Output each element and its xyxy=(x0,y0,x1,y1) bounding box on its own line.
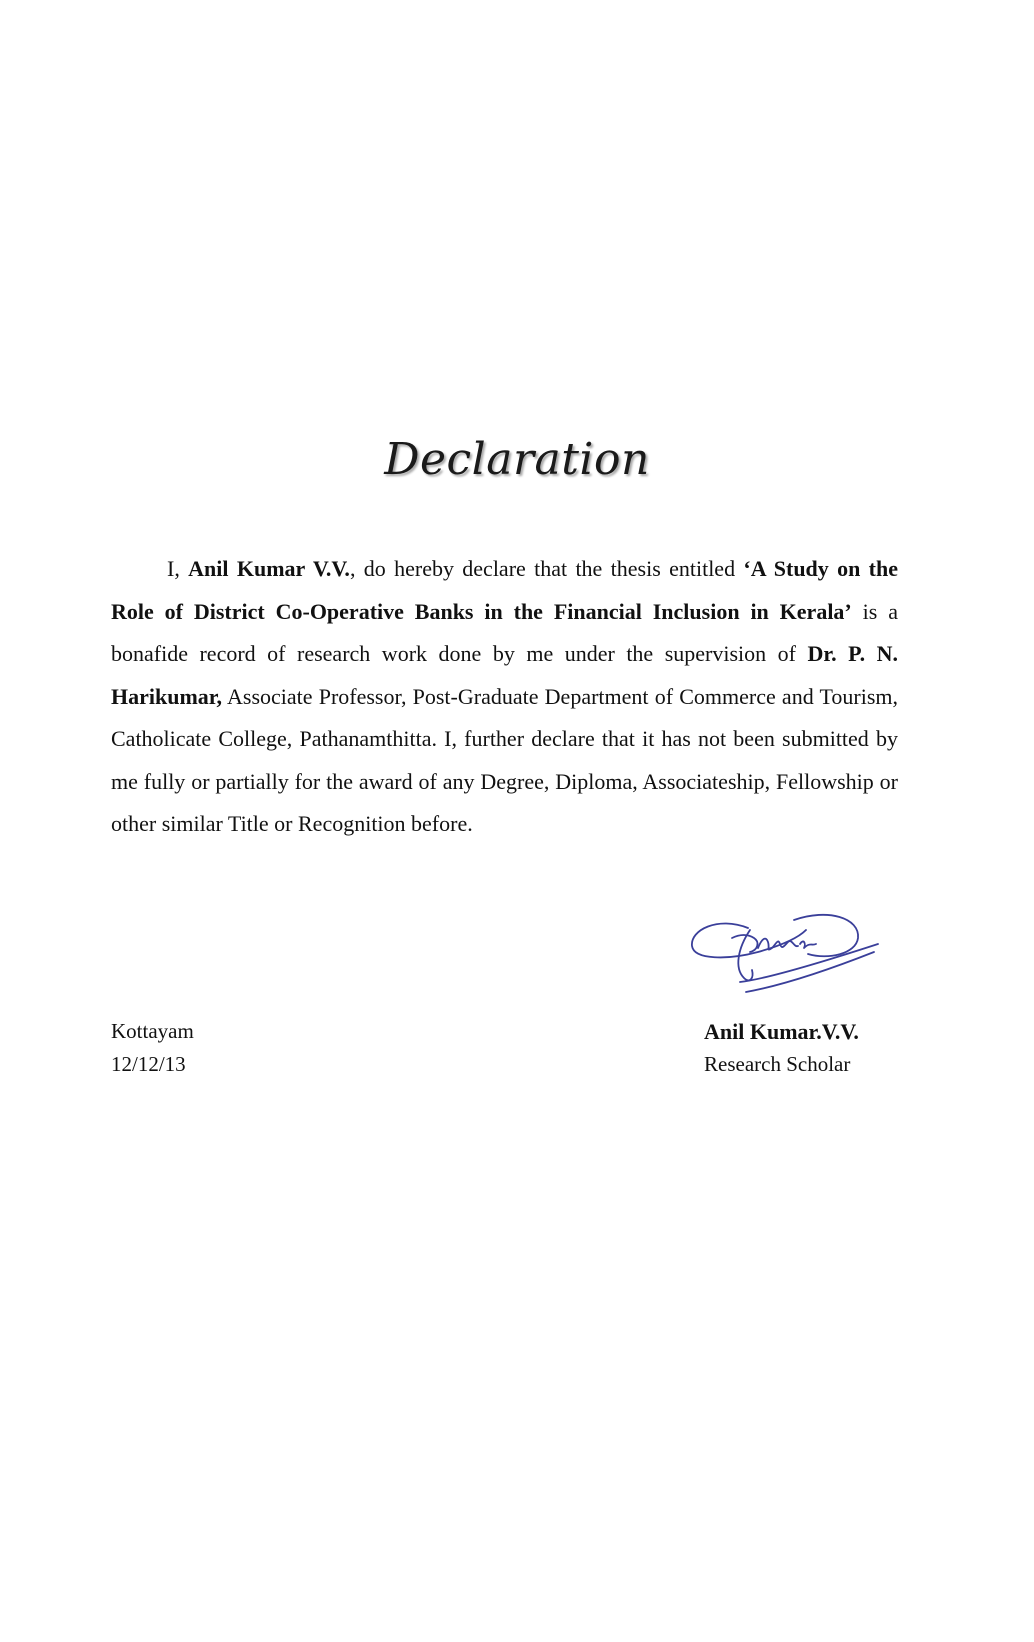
declaration-text-2: is a bonafide record of research work done by me under the supervision of xyxy=(111,598,898,666)
supervisor-name: Dr. P. N. Harikumar, xyxy=(111,641,898,709)
signer-role: Research Scholar xyxy=(704,1052,851,1076)
place-and-date xyxy=(111,1015,194,1081)
declaration-paragraph xyxy=(111,548,898,846)
candidate-name: Anil Kumar V.V. xyxy=(188,556,350,581)
signer-block xyxy=(704,1015,859,1081)
declaration-body xyxy=(111,548,898,846)
signer-name: Anil Kumar.V.V. xyxy=(704,1019,859,1044)
place: Kottayam xyxy=(111,1019,194,1043)
handwritten-signature xyxy=(688,908,884,1008)
declaration-text-3: Associate Professor, Post-Graduate Department of Commerce and Tourism, Catholicate College, Pathanamthitta. I, further declare that it has not been submitted by me fully or partially for the award of any Degree, Diploma, Associateship, Fellowship or other similar Title or Recognition before. xyxy=(111,683,898,836)
declaration-intro: I, xyxy=(167,556,189,581)
declaration-text-1: , do hereby declare that the thesis entitled xyxy=(349,556,744,581)
date: 12/12/13 xyxy=(111,1052,186,1076)
thesis-title: ‘A Study on the Role of District Co-Operative Banks in the Financial Inclusion in Kerala’ xyxy=(111,556,899,624)
page-title: Declaration xyxy=(384,434,650,485)
